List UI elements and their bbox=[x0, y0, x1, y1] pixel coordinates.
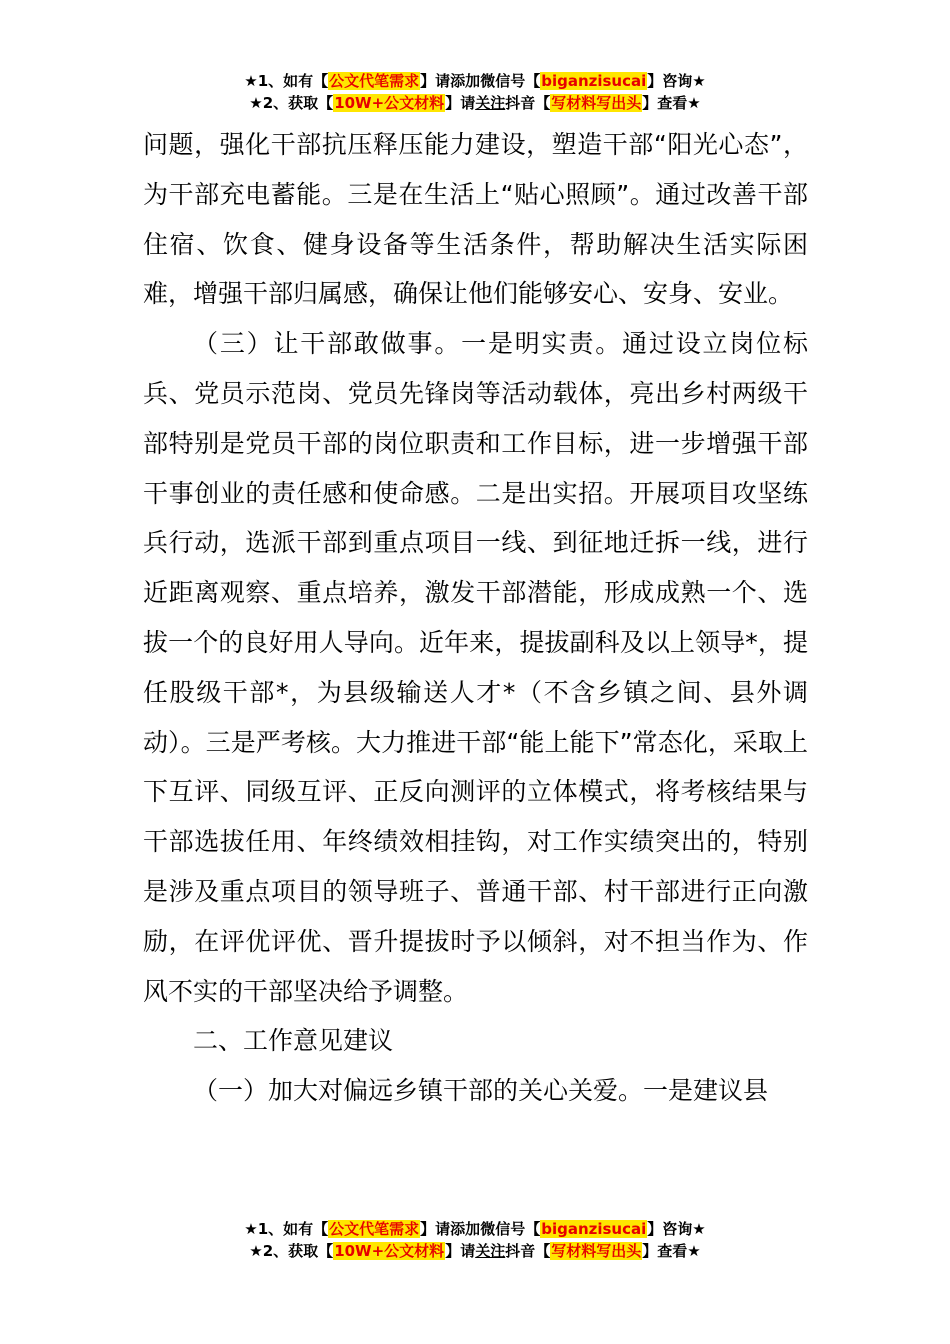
banner-text: 微信号【 bbox=[480, 72, 541, 90]
banner-text: 】请添加 bbox=[420, 1220, 481, 1238]
banner-text: 】咨询★ bbox=[647, 1220, 706, 1238]
footer-banner bbox=[0, 1218, 950, 1262]
banner-text: 】查看★ bbox=[642, 1242, 701, 1260]
banner-text: 】请 bbox=[445, 1242, 476, 1260]
banner-highlight: biganzisucai bbox=[541, 1220, 647, 1238]
banner-text: ★2、获取【 bbox=[249, 1242, 334, 1260]
banner-highlight: 公文代笔需求 bbox=[329, 72, 420, 90]
banner-underlined: 关注 bbox=[475, 1242, 506, 1260]
banner-text: ★2、获取【 bbox=[249, 94, 334, 112]
banner-text: 】咨询★ bbox=[647, 72, 706, 90]
banner-line-1 bbox=[0, 1218, 950, 1240]
banner-text: ★1、如有【 bbox=[244, 72, 329, 90]
banner-highlight: 公文代笔需求 bbox=[329, 1220, 420, 1238]
banner-text: 抖音【 bbox=[505, 94, 551, 112]
banner-text: 】请添加 bbox=[420, 72, 481, 90]
banner-highlight: 10W+公文材料 bbox=[334, 94, 445, 112]
banner-line-2 bbox=[0, 92, 950, 114]
header-banner bbox=[0, 70, 950, 114]
banner-text: 】查看★ bbox=[642, 94, 701, 112]
banner-line-2 bbox=[0, 1240, 950, 1262]
banner-line-1 bbox=[0, 70, 950, 92]
banner-text: 抖音【 bbox=[505, 1242, 551, 1260]
paragraph: 问题，强化干部抗压释压能力建设，塑造干部“阳光心态”，为干部充电蓄能。三是在生活上“贴心照顾”。通过改善干部住宿、饮食、健身设备等生活条件，帮助解决生活实际困难，增强干部归属感，确保让他们能够安心、安身、安业。 bbox=[143, 130, 808, 309]
banner-highlight: 写材料写出头 bbox=[551, 94, 642, 112]
banner-text: 】请 bbox=[445, 94, 476, 112]
banner-underlined: 关注 bbox=[475, 94, 506, 112]
banner-text: 微信号【 bbox=[480, 1220, 541, 1238]
banner-highlight: 10W+公文材料 bbox=[334, 1242, 445, 1260]
paragraph: （三）让干部敢做事。一是明实责。通过设立岗位标兵、党员示范岗、党员先锋岗等活动载体，亮出乡村两级干部特别是党员干部的岗位职责和工作目标，进一步增强干部干事创业的责任感和使命感。二是出实招。开展项目攻坚练兵行动，选派干部到重点项目一线、到征地迁拆一线，进行近距离观察、重点培养，激发干部潜能，形成成熟一个、选拔一个的良好用人导向。近年来，提拔副科及以上领导*，提任股级干部*，为县级输送人才*（不含乡镇之间、县外调动）。三是严考核。大力推进干部“能上能下”常态化，采取上下互评、同级互评、正反向测评的立体模式，将考核结果与干部选拔任用、年终绩效相挂钩，对工作实绩突出的，特别是涉及重点项目的领导班子、普通干部、村干部进行正向激励，在评优评优、晋升提拔时予以倾斜，对不担当作为、作风不实的干部坚决给予调整。 bbox=[143, 329, 808, 1006]
banner-text: ★1、如有【 bbox=[244, 1220, 329, 1238]
paragraph: （一）加大对偏远乡镇干部的关心关爱。一是建议县 bbox=[193, 1076, 769, 1106]
document-body bbox=[143, 120, 808, 1116]
banner-highlight: 写材料写出头 bbox=[551, 1242, 642, 1260]
banner-highlight: biganzisucai bbox=[541, 72, 647, 90]
section-heading: 二、工作意见建议 bbox=[193, 1026, 394, 1056]
